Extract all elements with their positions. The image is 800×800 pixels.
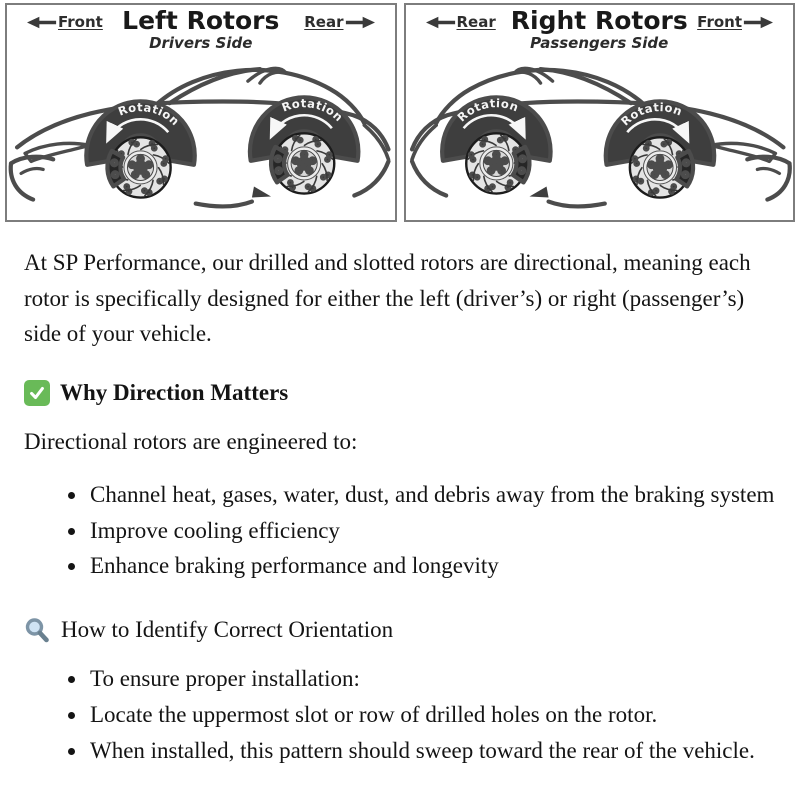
benefits-list <box>24 477 776 585</box>
section-heading-identify-orientation <box>24 616 776 644</box>
rotation-label: Rotation <box>279 96 346 125</box>
rear-direction-indicator <box>304 13 374 31</box>
orientation-steps-list <box>24 661 776 769</box>
left-rotors-panel <box>5 3 397 222</box>
list-item: • When installed, this pattern should sweep toward the rear of the vehicle. <box>88 733 776 769</box>
front-direction-indicator <box>27 13 103 31</box>
direction-label: Rear <box>304 13 344 31</box>
panel-subtitle: Passengers Side <box>530 34 669 53</box>
list-item: • Improve cooling efficiency <box>88 513 776 549</box>
rotation-label: Rotation <box>116 100 183 129</box>
front-direction-indicator <box>697 13 773 31</box>
magnifier-icon <box>24 617 51 644</box>
panel-subtitle: Drivers Side <box>149 34 253 53</box>
section-lead: Directional rotors are engineered to: <box>24 428 358 454</box>
intro-paragraph: At SP Performance, our drilled and slotted rotors are directional, meaning each rotor is specifically designed for either the left (driver’s) or right (passenger’s) side of your vehicle. <box>24 249 751 347</box>
car-illustration-right <box>406 55 794 220</box>
list-item: • Enhance braking performance and longevity <box>88 548 776 584</box>
rotor-direction-diagram <box>0 0 800 222</box>
rear-direction-indicator <box>426 13 496 31</box>
arrow-right-icon <box>743 16 773 29</box>
list-item: • Channel heat, gases, water, dust, and debris away from the braking system <box>88 477 776 513</box>
right-rotors-panel <box>404 3 796 222</box>
list-item: • To ensure proper installation: <box>88 661 776 697</box>
panel-title: Left Rotors <box>122 6 280 35</box>
right-panel-header <box>406 5 794 55</box>
check-icon <box>24 380 50 406</box>
left-panel-header <box>7 5 395 55</box>
arrow-left-icon <box>27 16 57 29</box>
section-heading-text: Why Direction Matters <box>60 380 289 406</box>
direction-label: Rear <box>456 13 496 31</box>
arrow-left-icon <box>426 16 456 29</box>
rotation-label: Rotation <box>617 100 684 129</box>
arrow-right-icon <box>345 16 375 29</box>
rotation-label: Rotation <box>454 96 521 125</box>
section-heading-why-direction-matters <box>24 379 776 407</box>
article-body <box>0 222 800 796</box>
list-item: • Locate the uppermost slot or row of drilled holes on the rotor. <box>88 697 776 733</box>
section-heading-text: How to Identify Correct Orientation <box>61 617 394 643</box>
direction-label: Front <box>697 13 742 31</box>
direction-label: Front <box>58 13 103 31</box>
panel-title: Right Rotors <box>510 6 688 35</box>
car-illustration-left <box>7 55 395 220</box>
